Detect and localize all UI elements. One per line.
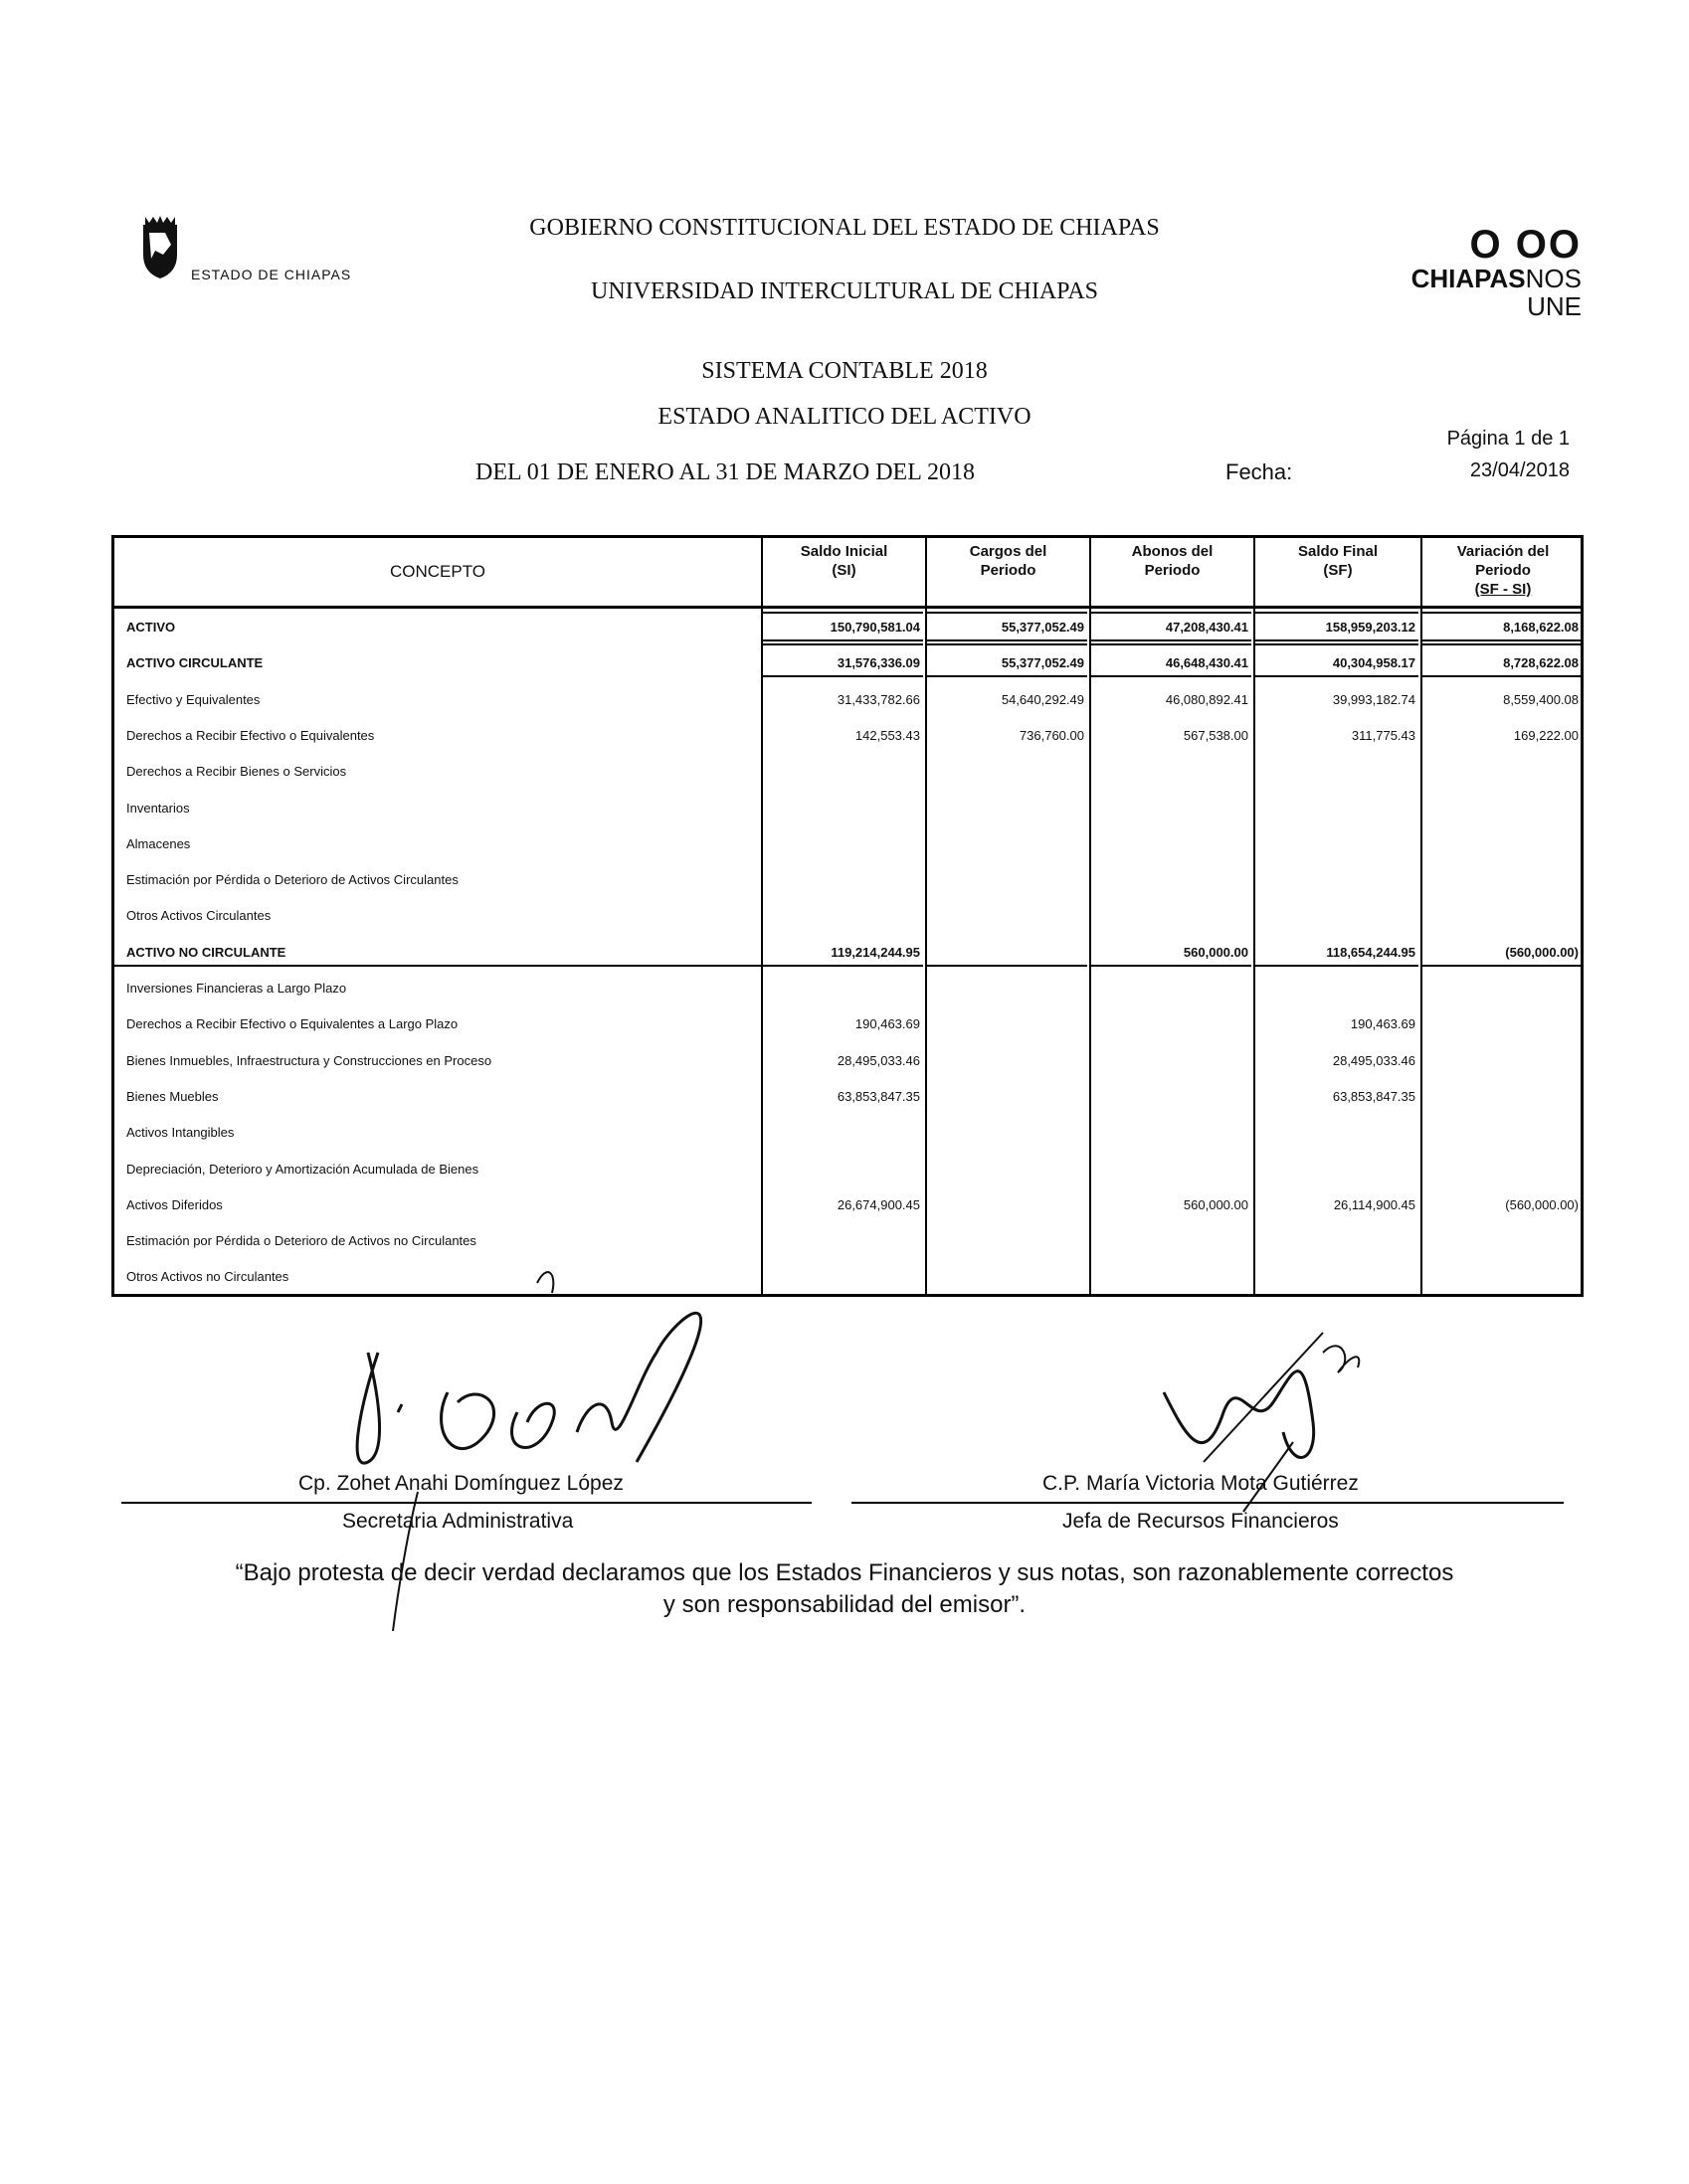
row-sf: 39,993,182.74	[1332, 691, 1415, 707]
system-title: SISTEMA CONTABLE 2018	[701, 358, 988, 384]
row-concepto: Activos Intangibles	[126, 1125, 235, 1141]
row-concepto: ACTIVO	[126, 620, 176, 635]
row-si: 63,853,847.35	[837, 1088, 920, 1104]
row-concepto: Otros Activos no Circulantes	[126, 1269, 289, 1285]
row-var: 8,728,622.08	[1503, 655, 1579, 671]
brand-rest: NOS UNE	[1525, 264, 1582, 321]
row-var: 8,559,400.08	[1503, 691, 1579, 707]
row-concepto: Almacenes	[126, 835, 191, 851]
row-concepto: Bienes Muebles	[126, 1088, 219, 1104]
row-cargos: 54,640,292.49	[1001, 691, 1084, 707]
report-title: ESTADO ANALITICO DEL ACTIVO	[657, 404, 1032, 430]
row-concepto: Derechos a Recibir Efectivo o Equivalentes	[126, 727, 375, 743]
row-concepto: Activos Diferidos	[126, 1196, 223, 1212]
row-concepto: ACTIVO CIRCULANTE	[126, 655, 264, 671]
chiapas-brand-logo	[1353, 225, 1582, 320]
table-row	[114, 1079, 1581, 1115]
table-row	[114, 1043, 1581, 1079]
table-row	[114, 682, 1581, 718]
row-sf: 63,853,847.35	[1332, 1088, 1415, 1104]
row-si: 150,790,581.04	[830, 620, 920, 635]
declaration-line-1: “Bajo protesta de decir verdad declaramos que los Estados Financieros y sus notas, son razonablemente correctos	[235, 1559, 1454, 1586]
left-signer-role: Secretaria Administrativa	[342, 1510, 574, 1533]
table-row	[114, 1223, 1581, 1259]
row-concepto: Inventarios	[126, 800, 190, 816]
header-concepto: CONCEPTO	[389, 562, 486, 581]
row-concepto: Bienes Inmuebles, Infraestructura y Construcciones en Proceso	[126, 1052, 492, 1068]
row-si: 142,553.43	[854, 727, 920, 743]
date-label: Fecha:	[1225, 459, 1293, 484]
row-sf: 311,775.43	[1351, 727, 1415, 743]
right-signer-role: Jefa de Recursos Financieros	[1062, 1510, 1339, 1533]
row-sf: 118,654,244.95	[1326, 944, 1415, 960]
row-var: (560,000.00)	[1505, 1196, 1579, 1212]
brand-bold: CHIAPAS	[1410, 264, 1526, 293]
right-signature-line	[851, 1502, 1564, 1504]
header-cargos: Cargos del Periodo	[969, 543, 1047, 579]
row-abonos: 560,000.00	[1183, 1196, 1248, 1212]
estado-label: ESTADO DE CHIAPAS	[191, 267, 352, 282]
government-title: GOBIERNO CONSTITUCIONAL DEL ESTADO DE CHIAPAS	[529, 215, 1160, 241]
asset-table	[111, 535, 1584, 1297]
university-title: UNIVERSIDAD INTERCULTURAL DE CHIAPAS	[590, 278, 1099, 304]
page-number: Página 1 de 1	[1446, 428, 1570, 450]
table-row	[114, 791, 1581, 826]
table-row	[114, 898, 1581, 934]
table-row	[114, 1006, 1581, 1042]
row-concepto: Derechos a Recibir Bienes o Servicios	[126, 764, 347, 780]
row-si: 28,495,033.46	[837, 1052, 920, 1068]
row-cargos: 55,377,052.49	[1001, 655, 1084, 671]
declaration-line-2: y son responsabilidad del emisor”.	[662, 1591, 1027, 1618]
row-var: (560,000.00)	[1505, 944, 1579, 960]
header-saldo-final: Saldo Final (SF)	[1297, 543, 1378, 579]
table-row	[114, 971, 1581, 1006]
date-value: 23/04/2018	[1469, 459, 1570, 481]
header-variacion: Variación del Periodo (SF - SI)	[1456, 543, 1550, 598]
row-abonos: 46,648,430.41	[1165, 655, 1248, 671]
row-si: 31,433,782.66	[837, 691, 920, 707]
table-row	[114, 1152, 1581, 1187]
table-row	[114, 718, 1581, 754]
row-concepto: Estimación por Pérdida o Deterioro de Activos Circulantes	[126, 872, 459, 888]
row-concepto: Depreciación, Deterioro y Amortización Acumulada de Bienes	[126, 1161, 479, 1177]
right-signer-name: C.P. María Victoria Mota Gutiérrez	[1042, 1472, 1359, 1495]
brand-mark: O OO	[1469, 223, 1582, 267]
row-si: 26,674,900.45	[837, 1196, 920, 1212]
table-row	[114, 754, 1581, 790]
row-var: 169,222.00	[1513, 727, 1579, 743]
header-saldo-inicial: Saldo Inicial (SI)	[800, 543, 888, 579]
row-si: 31,576,336.09	[837, 655, 920, 671]
table-row	[114, 826, 1581, 862]
row-concepto: Estimación por Pérdida o Deterioro de Activos no Circulantes	[126, 1233, 476, 1249]
header-abonos: Abonos del Periodo	[1131, 543, 1214, 579]
row-abonos: 47,208,430.41	[1165, 620, 1248, 635]
row-abonos: 560,000.00	[1183, 944, 1248, 960]
row-sf: 26,114,900.45	[1333, 1196, 1415, 1212]
left-signature-line	[121, 1502, 812, 1504]
row-concepto: Inversiones Financieras a Largo Plazo	[126, 981, 347, 996]
row-concepto: ACTIVO NO CIRCULANTE	[126, 944, 286, 960]
signature-right	[1144, 1313, 1383, 1542]
row-concepto: Efectivo y Equivalentes	[126, 691, 261, 707]
row-si: 119,214,244.95	[831, 944, 920, 960]
declaration	[0, 1557, 1689, 1621]
row-abonos: 567,538.00	[1183, 727, 1248, 743]
row-sf: 40,304,958.17	[1332, 655, 1415, 671]
row-sf: 190,463.69	[1350, 1016, 1415, 1032]
period-title: DEL 01 DE ENERO AL 31 DE MARZO DEL 2018	[475, 459, 975, 485]
row-si: 190,463.69	[854, 1016, 920, 1032]
row-var: 8,168,622.08	[1503, 620, 1579, 635]
row-sf: 28,495,033.46	[1332, 1052, 1415, 1068]
table-row	[114, 1259, 1581, 1295]
row-cargos: 736,760.00	[1019, 727, 1084, 743]
table-row	[114, 1115, 1581, 1151]
left-signer-name: Cp. Zohet Anahi Domínguez López	[298, 1472, 624, 1495]
row-cargos: 55,377,052.49	[1001, 620, 1084, 635]
table-row	[114, 1187, 1581, 1223]
row-abonos: 46,080,892.41	[1165, 691, 1248, 707]
row-concepto: Otros Activos Circulantes	[126, 908, 272, 924]
table-row	[114, 862, 1581, 898]
row-concepto: Derechos a Recibir Efectivo o Equivalentes a Largo Plazo	[126, 1016, 459, 1032]
row-sf: 158,959,203.12	[1325, 620, 1415, 635]
